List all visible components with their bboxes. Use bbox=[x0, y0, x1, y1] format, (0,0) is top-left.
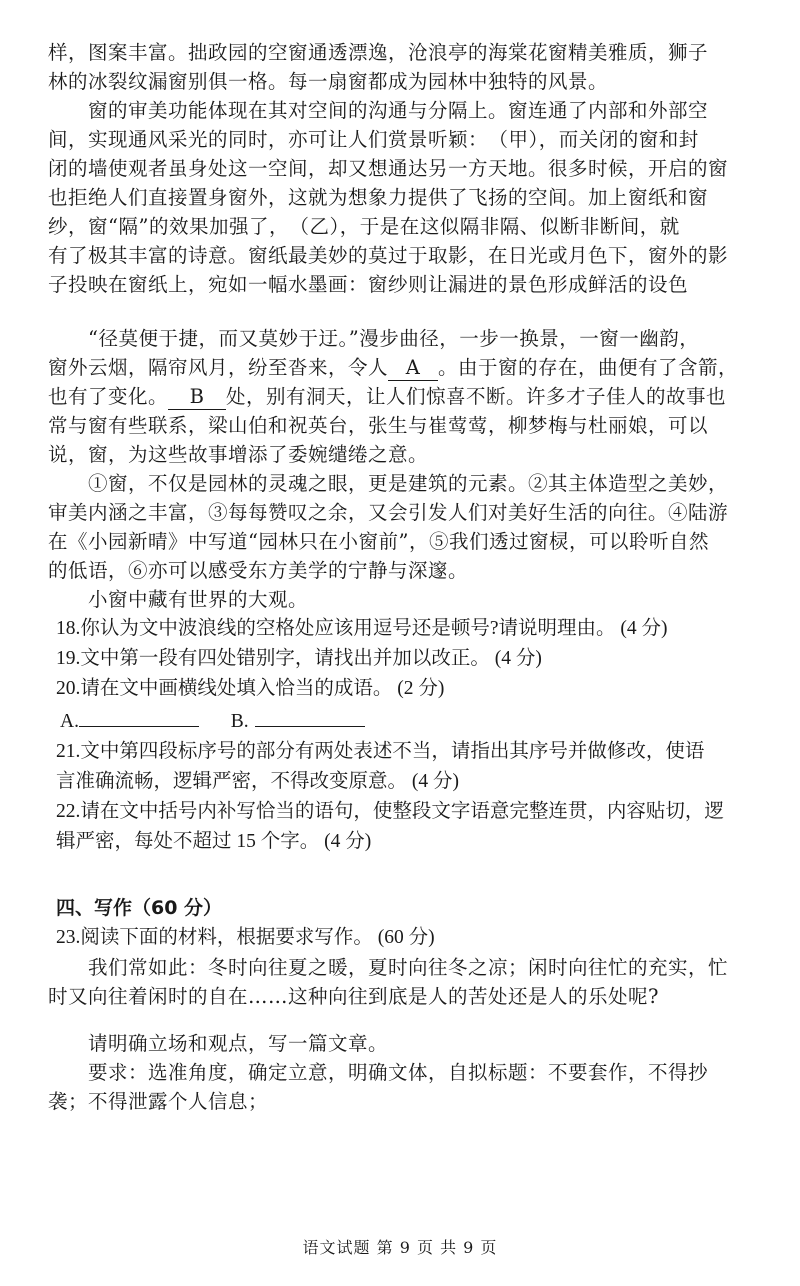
passage-line: 子投映在窗纸上，宛如一幅水墨画：窗纱则让漏进的景色形成鲜活的设色 bbox=[48, 273, 689, 296]
blank-b: B bbox=[168, 385, 226, 410]
passage-line: 样，图案丰富。拙政园的空窗通透漂逸，沧浪亭的海棠花窗精美雅质，狮子 bbox=[48, 41, 709, 64]
page-footer: 语文试题 第 9 页 共 9 页 bbox=[302, 1238, 498, 1257]
passage-line: 间，实现通风采光的同时，亦可让人们赏景听颖： （甲），而关闭的窗和封 bbox=[48, 128, 699, 151]
question-23 bbox=[48, 923, 754, 953]
question-text: 23.阅读下面的材料，根据要求写作。 (60 分) bbox=[56, 927, 435, 948]
passage-line: 的低语，⑥亦可以感受东方美学的宁静与深邃。 bbox=[48, 559, 469, 582]
answer-blank-a[interactable] bbox=[79, 704, 199, 727]
question-18 bbox=[48, 614, 754, 644]
answer-line-20 bbox=[48, 704, 754, 737]
question-22 bbox=[48, 797, 754, 827]
answer-label-a: A. bbox=[60, 711, 79, 732]
answer-blank-b[interactable] bbox=[255, 704, 365, 727]
spacer bbox=[48, 1011, 754, 1029]
question-text: 19.文中第一段有四处错别字，请找出并加以改正。 (4 分) bbox=[56, 648, 542, 669]
passage-line: 审美内涵之丰富，③每每赞叹之余，又会引发人们对美好生活的向往。④陆游 bbox=[48, 501, 729, 524]
question-22-cont bbox=[48, 827, 754, 857]
spacer bbox=[48, 857, 754, 893]
question-text: 18.你认为文中波浪线的空格处应该用逗号还是顿号?请说明理由。 (4 分) bbox=[56, 618, 668, 639]
question-text: 21.文中第四段标序号的部分有两处表述不当，请指出其序号并做修改，使语 bbox=[56, 741, 705, 762]
section-heading: 四、写作（60 分） bbox=[56, 897, 223, 919]
passage-line bbox=[48, 382, 754, 411]
material-line: 我们常如此：冬时向往夏之暖，夏时向往冬之凉；闲时向往忙的充实，忙 bbox=[88, 956, 729, 979]
passage-line: 也拒绝人们直接置身窗外，这就为想象力提供了飞扬的空间。加上窗纸和窗 bbox=[48, 186, 709, 209]
passage-line bbox=[48, 353, 754, 382]
question-text: 20.请在文中画横线处填入恰当的成语。 (2 分) bbox=[56, 678, 445, 699]
passage-text: 处，别有洞天，让人们惊喜不断。许多才子佳人的故事也 bbox=[226, 385, 727, 408]
question-21 bbox=[48, 737, 754, 767]
passage-line: 常与窗有些联系，梁山伯和祝英台，张生与崔莺莺，柳梦梅与杜丽娘，可以 bbox=[48, 414, 709, 437]
passage-line: 有了极其丰富的诗意。窗纸最美妙的莫过于取影，在日光或月色下，窗外的影 bbox=[48, 244, 729, 267]
writing-requirement: 要求：选准角度，确定立意，明确文体，自拟标题：不要套作，不得抄 bbox=[88, 1061, 709, 1084]
blank-a: A bbox=[388, 356, 438, 381]
passage-text: 也有了变化。 bbox=[48, 385, 169, 408]
question-20 bbox=[48, 674, 754, 704]
passage-line: 窗的审美功能体现在其对空间的沟通与分隔上。窗连通了内部和外部空 bbox=[88, 99, 709, 122]
question-text: 22.请在文中括号内补写恰当的语句，使整段文字语意完整连贯，内容贴切，逻 bbox=[56, 801, 724, 822]
passage-line: 林的冰裂纹漏窗别俱一格。每一扇窗都成为园林中独特的风景。 bbox=[48, 70, 609, 93]
question-21-cont bbox=[48, 767, 754, 797]
question-text: 辑严密，每处不超过 15 个字。 (4 分) bbox=[56, 831, 372, 852]
question-19 bbox=[48, 644, 754, 674]
passage-line: 闭的墙使观者虽身处这一空间，却又想通达另一方天地。很多时候，开启的窗 bbox=[48, 157, 729, 180]
passage-text: 窗外云烟，隔帘风月，纷至沓来，令人 bbox=[48, 356, 389, 379]
passage-line: ①窗，不仅是园林的灵魂之眼，更是建筑的元素。②其主体造型之美妙， bbox=[88, 472, 729, 495]
spacer bbox=[48, 299, 754, 324]
answer-label-b: B. bbox=[230, 711, 249, 732]
passage-line: 小窗中藏有世界的大观。 bbox=[88, 588, 309, 611]
writing-instruction: 请明确立场和观点，写一篇文章。 bbox=[88, 1032, 389, 1055]
passage-line: 纱，窗“隔”的效果加强了， （乙），于是在这似隔非隔、似断非断间，就 bbox=[48, 215, 680, 238]
passage-line: 说，窗，为这些故事增添了委婉缱绻之意。 bbox=[48, 443, 429, 466]
material-line: 时又向往着闲时的自在……这种向往到底是人的苦处还是人的乐处呢? bbox=[48, 985, 659, 1008]
passage-line: 在《小园新晴》中写道“园林只在小窗前”，⑤我们透过窗棂，可以聆听自然 bbox=[48, 530, 709, 553]
passage-line: “径莫便于捷，而又莫妙于迂。”漫步曲径，一步一换景，一窗一幽韵， bbox=[88, 327, 700, 350]
passage-text: 。由于窗的存在，曲便有了含箭， bbox=[438, 356, 739, 379]
writing-requirement: 袭；不得泄露个人信息； bbox=[48, 1090, 269, 1113]
question-text: 言准确流畅，逻辑严密，不得改变原意。 (4 分) bbox=[56, 771, 459, 792]
